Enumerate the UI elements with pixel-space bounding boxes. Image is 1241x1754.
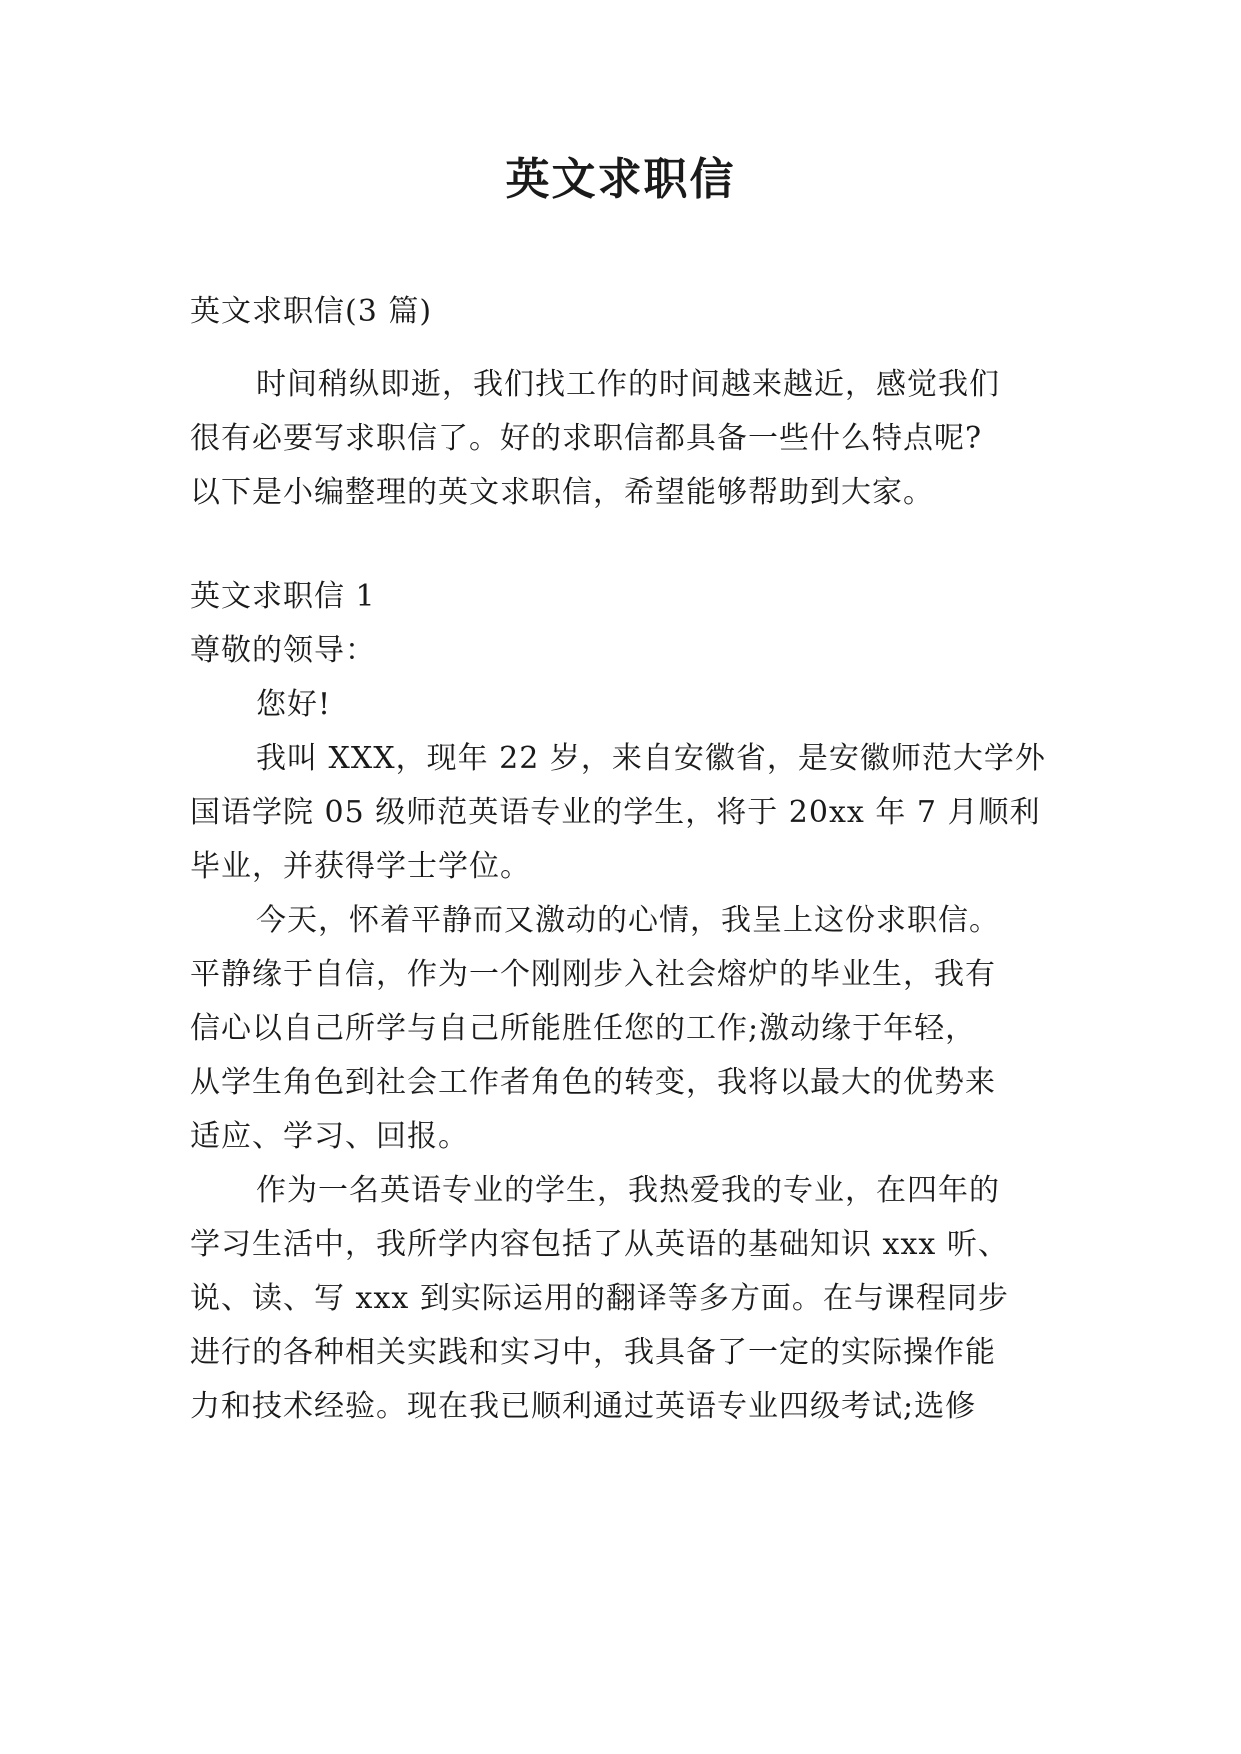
paragraph-line: 信心以自己所学与自己所能胜任您的工作;激动缘于年轻， [190,1011,977,1046]
intro-line: 以下是小编整理的英文求职信，希望能够帮助到大家。 [190,475,934,510]
paragraph-line: 说、读、写 xxx 到实际运用的翻译等多方面。在与课程同步 [190,1281,1009,1316]
letter-salutation: 尊敬的领导： [190,633,376,668]
intro-line: 时间稍纵即逝，我们找工作的时间越来越近，感觉我们 [256,367,1000,402]
paragraph-line: 适应、学习、回报。 [190,1119,469,1154]
paragraph-line: 力和技术经验。现在我已顺利通过英语专业四级考试;选修 [190,1389,977,1424]
document-subtitle: 英文求职信(3 篇) [190,294,433,329]
paragraph-line: 我叫 XXX，现年 22 岁，来自安徽省，是安徽师范大学外 [256,741,1046,776]
paragraph-line: 平静缘于自信，作为一个刚刚步入社会熔炉的毕业生，我有 [190,957,996,992]
paragraph-line: 作为一名英语专业的学生，我热爱我的专业，在四年的 [256,1173,1000,1208]
letter-greeting: 您好! [256,687,332,722]
document-title: 英文求职信 [505,154,736,205]
paragraph-line: 进行的各种相关实践和实习中，我具备了一定的实际操作能 [190,1335,996,1370]
intro-line: 很有必要写求职信了。好的求职信都具备一些什么特点呢? [190,421,983,456]
paragraph-line: 从学生角色到社会工作者角色的转变，我将以最大的优势来 [190,1065,996,1100]
paragraph-line: 学习生活中，我所学内容包括了从英语的基础知识 xxx 听、 [190,1227,1009,1262]
letter-heading: 英文求职信 1 [190,579,376,614]
paragraph-line: 今天，怀着平静而又激动的心情，我呈上这份求职信。 [256,903,1000,938]
paragraph-line: 毕业，并获得学士学位。 [190,849,531,884]
paragraph-line: 国语学院 05 级师范英语专业的学生，将于 20xx 年 7 月顺利 [190,795,1041,830]
